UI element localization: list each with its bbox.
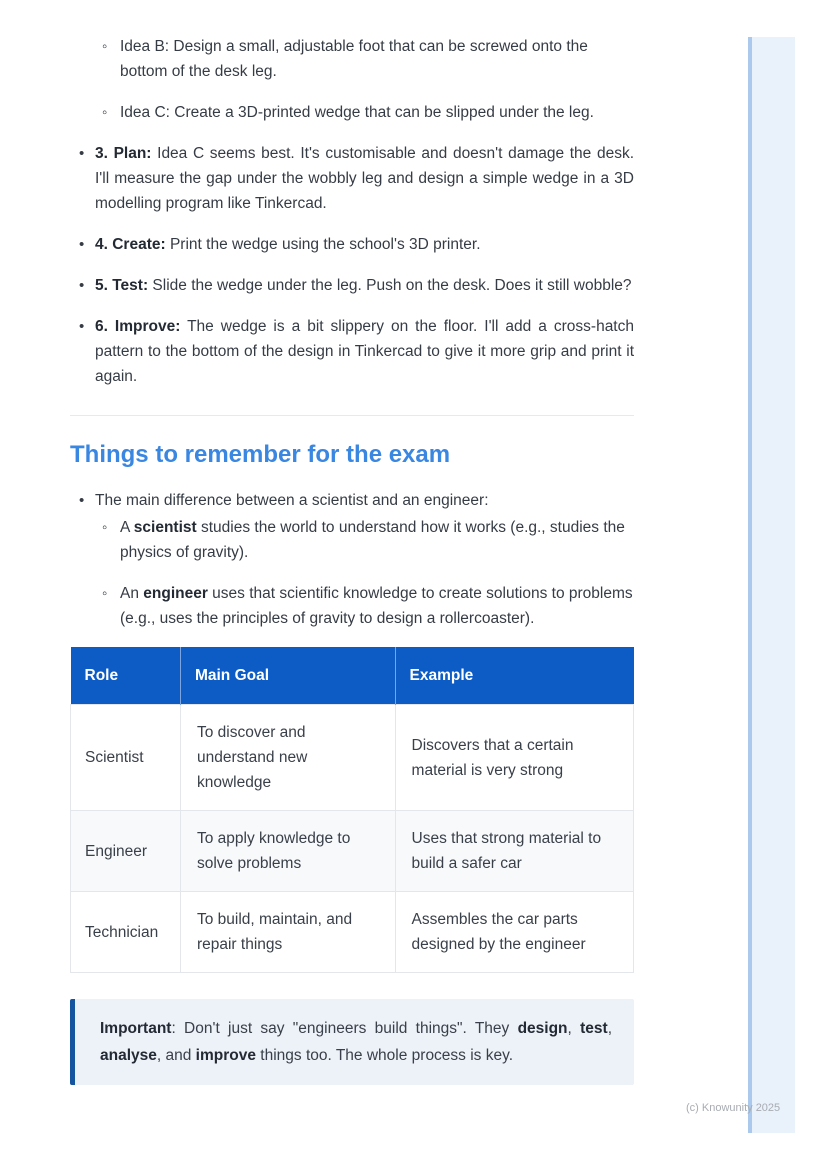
circle-bullet-icon [95,581,120,631]
text-segment-bold: engineer [143,585,208,602]
list-item [95,515,634,565]
table-row [71,811,634,892]
text-segment: studies the world to understand how it works (e.g., studies the physics of gravity). [120,519,625,561]
table-header-row [71,647,634,705]
step-label: 5. Test: [95,277,149,294]
side-strip [748,37,795,1133]
step-paragraph [95,141,634,216]
list-item [95,100,634,125]
text-segment: uses that scientific knowledge to create solutions to problems (e.g., uses the principles of gravity to design a rollercoaster). [120,585,633,627]
step-paragraph [95,314,634,389]
text-segment: A [120,519,134,536]
callout-segment: things too. The whole process is key. [255,1047,514,1064]
text-segment-bold: scientist [133,519,197,536]
step-label: 4. Create: [95,236,166,253]
list-item [70,141,634,216]
process-steps-list [70,141,634,389]
cell-goal: To discover and understand new knowledge [180,705,395,811]
disc-bullet-icon [70,232,95,257]
table-row [71,705,634,811]
cell-role: Technician [71,892,181,973]
circle-bullet-icon [95,34,120,84]
disc-bullet-icon [70,141,95,216]
circle-bullet-icon [95,515,120,565]
cell-goal: To apply knowledge to solve problems [180,811,395,892]
cell-example: Assembles the car parts designed by the engineer [395,892,633,973]
cell-role: Scientist [71,705,181,811]
disc-bullet-icon [70,488,95,513]
step-paragraph [95,232,634,257]
important-callout [70,999,634,1085]
callout-segment-bold: analyse [100,1047,157,1064]
disc-bullet-icon [70,273,95,298]
list-item [95,581,634,631]
step-text: Print the wedge using the school's 3D printer. [165,236,481,253]
text-segment: An [120,585,144,602]
difference-sub-list [95,515,634,631]
list-item-text: Idea C: Create a 3D-printed wedge that can be slipped under the leg. [120,104,594,121]
sub-item-text [120,515,634,565]
list-item-text: Idea B: Design a small, adjustable foot that can be screwed onto the bottom of the desk leg. [120,38,588,80]
cell-example: Discovers that a certain material is very strong [395,705,633,811]
page-content [70,0,634,1085]
step-label: 3. Plan: [95,145,152,162]
list-item [70,232,634,257]
section-heading: Things to remember for the exam [70,441,451,468]
circle-bullet-icon [95,100,120,125]
step-label: 6. Improve: [95,318,181,335]
sub-item-text [120,581,634,631]
list-item [70,314,634,389]
column-header-role: Role [71,647,181,705]
list-item [70,273,634,298]
cell-goal: To build, maintain, and repair things [180,892,395,973]
list-item [95,34,634,84]
step-text: Slide the wedge under the leg. Push on the desk. Does it still wobble? [148,277,632,294]
step-text: The wedge is a bit slippery on the floor. I'll add a cross-hatch pattern to the bottom of the design in Tinkercad to give it more grip and print it again. [95,318,634,385]
list-item [70,488,634,513]
callout-segment: , [567,1020,581,1037]
column-header-goal: Main Goal [180,647,395,705]
callout-segment: , [607,1020,612,1037]
section-divider [70,415,634,416]
callout-segment: , and [156,1047,196,1064]
cell-role: Engineer [71,811,181,892]
column-header-example: Example [395,647,633,705]
callout-segment-bold: design [517,1020,568,1037]
callout-segment-bold: improve [195,1047,256,1064]
step-paragraph [95,273,634,298]
cell-example: Uses that strong material to build a safer car [395,811,633,892]
idea-sub-list [95,34,634,125]
callout-segment: : Don't just say "engineers build things". They [171,1020,518,1037]
table-row [71,892,634,973]
callout-segment-bold: test [580,1020,608,1037]
callout-segment-bold: Important [100,1020,172,1037]
intro-text: The main difference between a scientist and an engineer: [95,492,489,509]
disc-bullet-icon [70,314,95,389]
watermark: (c) Knowunity 2025 [686,1102,781,1114]
roles-table [70,647,634,973]
step-text: Idea C seems best. It's customisable and doesn't damage the desk. I'll measure the gap under the wobbly leg and design a simple wedge in a 3D modelling program like Tinkercad. [95,145,634,212]
